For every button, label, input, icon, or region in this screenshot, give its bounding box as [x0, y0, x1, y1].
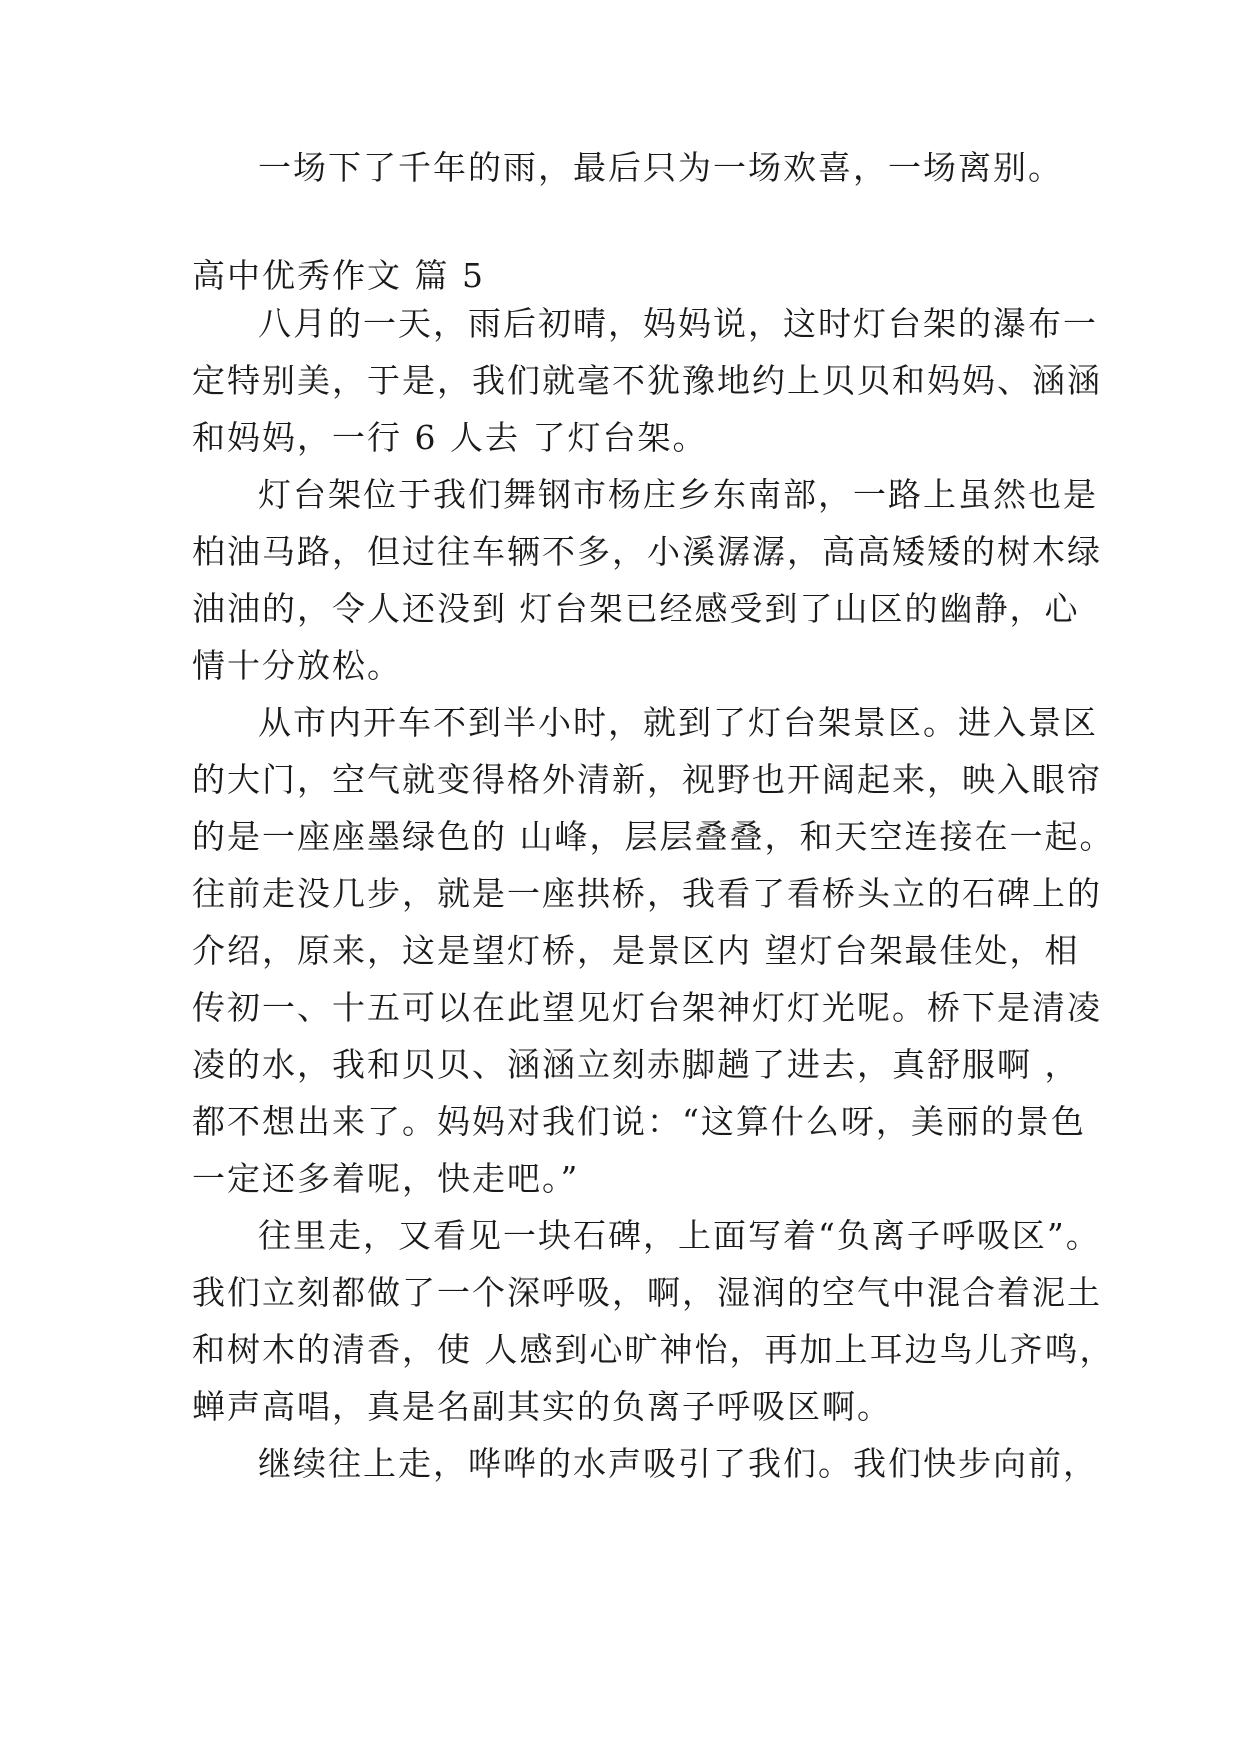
text-line: 情十分放松。	[192, 646, 402, 685]
text-line: 灯台架位于我们舞钢市杨庄乡东南部，一路上虽然也是	[258, 475, 1098, 514]
text-line: 的大门，空气就变得格外清新，视野也开阔起来，映入眼帘	[192, 760, 1102, 799]
section-heading: 高中优秀作文 篇 5	[192, 256, 485, 295]
text-line: 我们立刻都做了一个深呼吸，啊，湿润的空气中混合着泥土	[192, 1273, 1102, 1312]
text-line: 八月的一天，雨后初晴，妈妈说，这时灯台架的瀑布一	[258, 304, 1098, 343]
text-line: 和妈妈，一行 6 人去 了灯台架。	[192, 418, 708, 457]
text-line: 往前走没几步，就是一座拱桥，我看了看桥头立的石碑上的	[192, 874, 1102, 913]
text-line: 柏油马路，但过往车辆不多，小溪潺潺，高高矮矮的树木绿	[192, 532, 1102, 571]
text-line: 和树木的清香，使 人感到心旷神怡，再加上耳边鸟儿齐鸣，	[192, 1330, 1115, 1369]
text-line: 蝉声高唱，真是名副其实的负离子呼吸区啊。	[192, 1387, 892, 1426]
text-line: 都不想出来了。妈妈对我们说：“这算什么呀，美丽的景色	[192, 1102, 1086, 1141]
text-line: 油油的，令人还没到 灯台架已经感受到了山区的幽静，心	[192, 589, 1080, 628]
text-line: 凌的水，我和贝贝、涵涵立刻赤脚趟了进去，真舒服啊 ，	[192, 1045, 1080, 1084]
text-line: 传初一、十五可以在此望见灯台架神灯灯光呢。桥下是清凌	[192, 988, 1102, 1027]
text-line: 从市内开车不到半小时，就到了灯台架景区。进入景区	[258, 703, 1098, 742]
text-line: 继续往上走，哗哗的水声吸引了我们。我们快步向前，	[258, 1444, 1098, 1483]
text-line: 一定还多着呢，快走吧。”	[192, 1159, 580, 1198]
text-line: 的是一座座墨绿色的 山峰，层层叠叠，和天空连接在一起。	[192, 817, 1115, 856]
intro-line: 一场下了千年的雨，最后只为一场欢喜，一场离别。	[258, 148, 1063, 187]
text-line: 介绍，原来，这是望灯桥，是景区内 望灯台架最佳处，相	[192, 931, 1080, 970]
text-line: 定特别美，于是，我们就毫不犹豫地约上贝贝和妈妈、涵涵	[192, 361, 1102, 400]
text-line: 往里走，又看见一块石碑，上面写着“负离子呼吸区”。	[258, 1216, 1101, 1255]
